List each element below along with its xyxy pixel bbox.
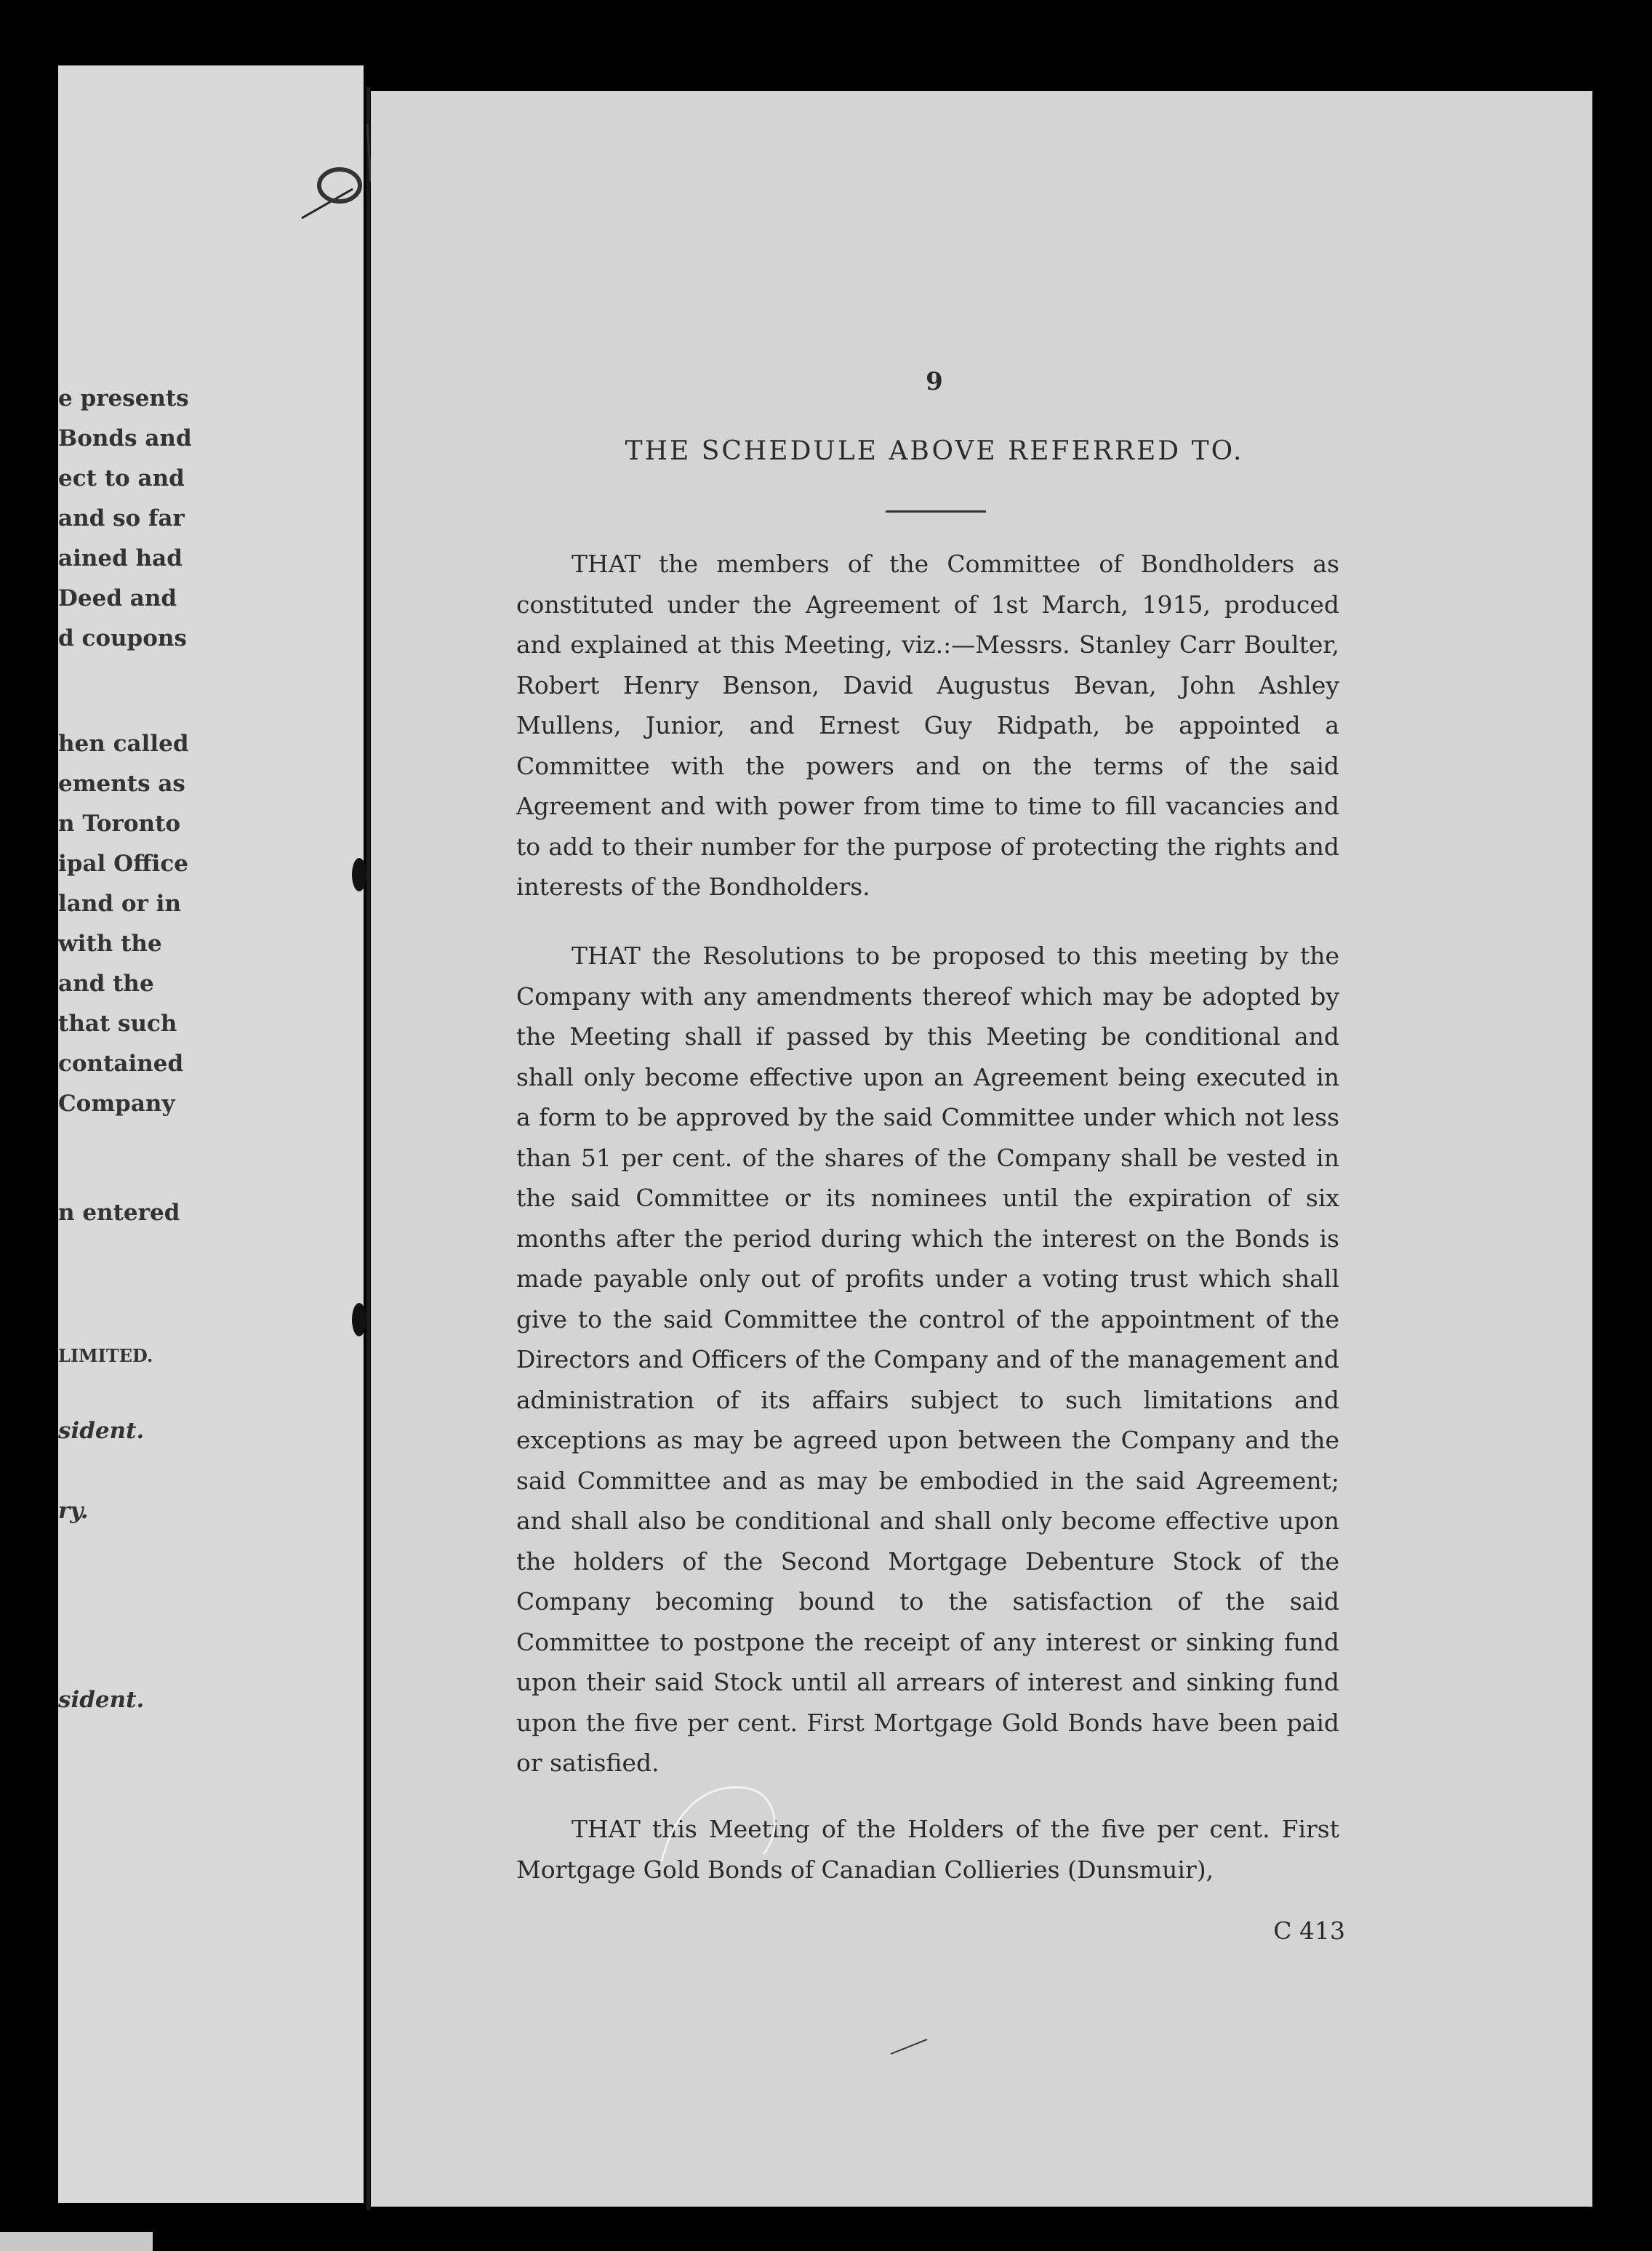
- left-fragment: land or in: [58, 891, 181, 917]
- pencil-mark-icon: [887, 2036, 931, 2058]
- left-fragment: hen called: [58, 731, 189, 757]
- left-fragment: n Toronto: [58, 811, 181, 837]
- left-fragment: sident.: [58, 1418, 145, 1444]
- left-fragment: contained: [58, 1051, 184, 1077]
- left-fragment: d coupons: [58, 625, 187, 651]
- binding-hole: [352, 858, 366, 891]
- page-number: 9: [926, 367, 943, 396]
- left-fragment: ect to and: [58, 465, 185, 491]
- left-fragment: sident.: [58, 1687, 145, 1713]
- left-fragment: ipal Office: [58, 851, 188, 877]
- left-fragment: ements as: [58, 771, 185, 797]
- heading-divider: [886, 510, 986, 513]
- page-title: THE SCHEDULE ABOVE REFERRED TO.: [625, 436, 1244, 466]
- left-fragment: that such: [58, 1011, 177, 1037]
- resolution-paragraph: THAT this Meeting of the Holders of the five per cent. First Mortgage Gold Bonds of Canadian Collieries (Dunsmuir),: [516, 1815, 1339, 1884]
- resolution-paragraph: THAT the members of the Committee of Bondholders as constituted under the Agreement of 1st March, 1915, produced and explained at this Meeting, viz.:—Messrs. Stanley Carr Boulter, Robert Henry Benson, David Augustus Bevan, John Ashley Mullens, Junior, and Ernest Guy Ridpath, be appointed a Committee with the powers and on the terms of the said Agreement and with power from time to time to fill vacancies and to add to their number for the purpose of protecting the rights and interests of the Bondholders.: [516, 550, 1339, 901]
- left-fragment: with the: [58, 931, 162, 957]
- left-fragment: Deed and: [58, 585, 177, 611]
- left-fragment: and the: [58, 971, 154, 997]
- left-fragment: Bonds and: [58, 425, 192, 452]
- left-fragment: e presents: [58, 385, 189, 412]
- left-fragment: Company: [58, 1091, 175, 1117]
- left-fragment: ained had: [58, 545, 183, 571]
- left-fragment: LIMITED.: [58, 1345, 153, 1366]
- resolution-paragraph: THAT the Resolutions to be proposed to this meeting by the Company with any amendments thereof which may be adopted by the Meeting shall if passed by this Meeting be conditional and shall only become effective upon an Agreement being executed in a form to be approved by the said Committee under which not less than 51 per cent. of the shares of the Company shall be vested in the said Committee or its nominees until the expiration of six months after the period during which the interest on the Bonds is made payable only out of profits under a voting trust which shall give to the said Committee the control of the appointment of the Directors and Officers of the Company and of the management and administration of its affairs subject to such limitations and exceptions as may be agreed upon between the Company and the said Committee and as may be embodied in the said Agreement; and shall also be conditional and shall only become effective upon the holders of the Second Mortgage Debenture Stock of the Company becoming bound to the satisfaction of the said Committee to postpone the receipt of any interest or sinking fund upon their said Stock until all arrears of interest and sinking fund upon the five per cent. First Mortgage Gold Bonds have been paid or satisfied.: [516, 942, 1339, 1777]
- pencil-scribble-icon: [654, 1774, 785, 1869]
- document-reference: C 413: [1273, 1917, 1345, 1945]
- left-fragment: and so far: [58, 505, 185, 531]
- film-edge-tab: [0, 2232, 153, 2251]
- binding-hole: [352, 1303, 366, 1336]
- left-page-margin: [58, 65, 364, 2203]
- page-binding-spine: [366, 87, 370, 2210]
- left-fragment: n entered: [58, 1200, 180, 1226]
- left-fragment: ry.: [58, 1498, 89, 1524]
